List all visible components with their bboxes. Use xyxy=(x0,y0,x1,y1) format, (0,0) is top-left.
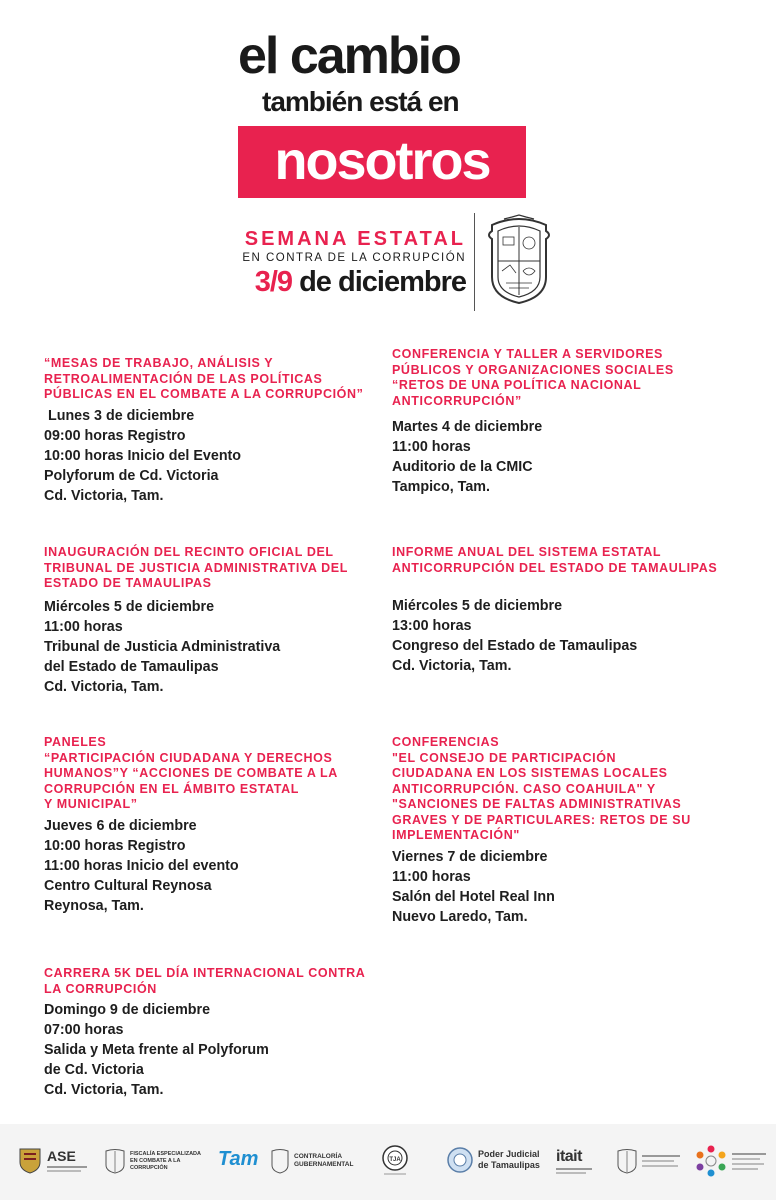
event-details xyxy=(44,816,338,916)
congreso-logo xyxy=(616,1148,680,1174)
event-detail-line: Miércoles 5 de diciembre xyxy=(392,598,563,614)
event-detail-line: Centro Cultural Reynosa xyxy=(44,877,212,894)
event-heading-line: Y MUNICIPAL” xyxy=(44,797,138,811)
shield-icon xyxy=(18,1146,42,1174)
tribunal-seal-icon xyxy=(380,1144,410,1176)
event-detail-line: Tribunal de Justicia Administrativa xyxy=(44,638,281,655)
event-detail-line: Auditorio de la CMIC xyxy=(392,459,533,475)
event-detail-line: 10:00 horas Registro xyxy=(44,837,186,854)
event-paneles xyxy=(44,735,338,916)
event-heading-line: PANELES xyxy=(44,735,107,749)
event-detail-line: Congreso del Estado de Tamaulipas xyxy=(392,638,638,654)
event-heading-line: ANTICORRUPCIÓN. CASO COAHUILA" Y xyxy=(392,781,656,796)
semana-title: SEMANA ESTATAL xyxy=(244,228,466,250)
semana-dates xyxy=(190,266,466,299)
event-detail-line: 13:00 horas xyxy=(392,618,472,634)
divider xyxy=(474,213,475,311)
event-inauguracion-recinto xyxy=(44,545,348,697)
event-detail-line: del Estado de Tamaulipas xyxy=(44,658,219,675)
event-heading-line: INAUGURACIÓN DEL RECINTO OFICIAL DEL xyxy=(44,545,334,559)
event-heading-line: "SANCIONES DE FALTAS ADMINISTRATIVAS xyxy=(392,797,682,811)
event-detail-line: 11:00 horas xyxy=(392,868,471,885)
event-heading-line: PÚBLICAS EN EL COMBATE A LA CORRUPCIÓN” xyxy=(44,387,364,401)
event-informe-anual xyxy=(392,545,717,676)
event-heading xyxy=(44,735,338,813)
judicial-seal-icon xyxy=(446,1146,474,1174)
headline-tambien-esta-en: también está en xyxy=(262,86,459,117)
ase-logo-text: ASE xyxy=(47,1148,76,1164)
tam-logo-text: Tam xyxy=(218,1148,259,1170)
event-detail-line: Lunes 3 de diciembre xyxy=(44,407,195,424)
headline-highlight-box xyxy=(238,126,526,198)
event-details xyxy=(392,847,691,927)
event-detail-line: Salón del Hotel Real Inn xyxy=(392,888,555,905)
event-heading-line: RETROALIMENTACIÓN DE LAS POLÍTICAS xyxy=(44,371,323,386)
tam-logo xyxy=(218,1148,258,1171)
event-heading-line: “MESAS DE TRABAJO, ANÁLISIS Y xyxy=(44,356,274,370)
event-detail-line: Domingo 9 de diciembre xyxy=(44,1002,211,1018)
event-heading-line: HUMANOS”Y “ACCIONES DE COMBATE A LA xyxy=(44,766,338,780)
itait-logo xyxy=(556,1148,592,1174)
tja-logo xyxy=(380,1144,410,1176)
event-detail-line: 11:00 horas xyxy=(44,618,123,635)
ase-logo xyxy=(18,1146,87,1174)
tamaulipas-seal-icon xyxy=(482,213,556,305)
event-detail-line: Jueves 6 de diciembre xyxy=(44,817,197,834)
event-heading-line: CORRUPCIÓN EN EL ÁMBITO ESTATAL xyxy=(44,781,299,796)
event-details xyxy=(44,1000,365,1100)
event-detail-line: Salida y Meta frente al Polyforum xyxy=(44,1042,269,1058)
event-conferencias xyxy=(392,735,691,927)
event-heading-line: CONFERENCIAS xyxy=(392,735,500,749)
event-heading-line: “PARTICIPACIÓN CIUDADANA Y DERECHOS xyxy=(44,750,333,765)
event-heading xyxy=(44,966,365,997)
poder-judicial-logo xyxy=(446,1146,544,1174)
event-heading xyxy=(392,545,717,576)
event-detail-line: 09:00 horas Registro xyxy=(44,427,186,444)
event-detail-line: Polyforum de Cd. Victoria xyxy=(44,467,219,484)
event-detail-line: 11:00 horas xyxy=(392,439,471,455)
event-detail-line: Reynosa, Tam. xyxy=(44,897,144,914)
event-heading-line: "EL CONSEJO DE PARTICIPACIÓN xyxy=(392,750,617,765)
event-detail-line: Viernes 7 de diciembre xyxy=(392,848,548,865)
event-heading-line: CONFERENCIA Y TALLER A SERVIDORES xyxy=(392,347,663,361)
event-detail-line: 10:00 horas Inicio del Evento xyxy=(44,447,242,464)
cpc-logo xyxy=(694,1144,766,1178)
event-detail-line: 11:00 horas Inicio del evento xyxy=(44,857,239,874)
event-heading-line: “RETOS DE UNA POLÍTICA NACIONAL xyxy=(392,378,642,392)
event-details xyxy=(44,406,363,506)
event-heading-line: ANTICORRUPCIÓN” xyxy=(392,393,522,408)
event-detail-line: Tampico, Tam. xyxy=(392,479,490,495)
event-detail-line: Cd. Victoria, Tam. xyxy=(44,487,164,504)
event-heading-line: GRAVES Y DE PARTICULARES: RETOS DE SU xyxy=(392,812,691,827)
event-detail-line: Nuevo Laredo, Tam. xyxy=(392,908,528,925)
fiscalia-logo-text: FISCALÍA ESPECIALIZADA EN COMBATE A LA CORRUPCIÓN xyxy=(130,1150,201,1171)
headline-nosotros: nosotros xyxy=(274,131,490,191)
seal-icon xyxy=(616,1148,638,1174)
event-heading xyxy=(44,545,348,592)
seal-icon xyxy=(104,1148,126,1174)
event-details xyxy=(392,417,674,497)
headline-el-cambio: el cambio xyxy=(238,27,460,85)
event-heading-line: IMPLEMENTACIÓN" xyxy=(392,828,520,842)
event-heading-line: CIUDADANA EN LOS SISTEMAS LOCALES xyxy=(392,766,668,780)
footer-logos-band xyxy=(0,1124,776,1200)
semana-subtitle: EN CONTRA DE LA CORRUPCIÓN xyxy=(242,252,466,264)
semana-dates-month: de diciembre xyxy=(292,266,466,298)
event-detail-line: de Cd. Victoria xyxy=(44,1062,144,1078)
event-detail-line: 07:00 horas xyxy=(44,1022,124,1038)
event-heading-line: ESTADO DE TAMAULIPAS xyxy=(44,576,212,590)
fiscalia-logo xyxy=(104,1148,204,1174)
event-detail-line: Cd. Victoria, Tam. xyxy=(44,1082,164,1098)
semana-dates-range: 3/9 xyxy=(254,266,293,298)
event-detail-line: Cd. Victoria, Tam. xyxy=(44,678,164,695)
event-heading-line: ANTICORRUPCIÓN DEL ESTADO DE TAMAULIPAS xyxy=(392,560,718,575)
event-detail-line: Miércoles 5 de diciembre xyxy=(44,598,215,615)
itait-logo-text: itait xyxy=(556,1148,582,1165)
event-detail-line: Cd. Victoria, Tam. xyxy=(392,658,512,674)
event-heading xyxy=(392,735,691,844)
event-details xyxy=(392,596,717,676)
event-detail-line: Martes 4 de diciembre xyxy=(392,419,543,435)
event-heading xyxy=(44,356,363,403)
event-mesas-de-trabajo xyxy=(44,356,363,506)
contraloria-logo xyxy=(270,1148,354,1174)
event-details xyxy=(44,597,348,697)
poder-judicial-logo-text: Poder Judicial de Tamaulipas xyxy=(478,1149,540,1170)
event-heading xyxy=(392,347,674,409)
contraloria-logo-text: CONTRALORÍA GUBERNAMENTAL xyxy=(294,1153,354,1168)
event-conferencia-y-taller xyxy=(392,347,674,497)
event-carrera-5k xyxy=(44,966,365,1100)
event-heading-line: TRIBUNAL DE JUSTICIA ADMINISTRATIVA DEL xyxy=(44,560,348,575)
event-heading-line: LA CORRUPCIÓN xyxy=(44,981,157,996)
seal-icon xyxy=(270,1148,290,1174)
people-circle-icon xyxy=(694,1144,728,1178)
tja-logo-text: TJA xyxy=(389,1157,401,1163)
event-heading-line: PÚBLICOS Y ORGANIZACIONES SOCIALES xyxy=(392,362,674,377)
event-heading-line: CARRERA 5K DEL DÍA INTERNACIONAL CONTRA xyxy=(44,966,366,980)
event-heading-line: INFORME ANUAL DEL SISTEMA ESTATAL xyxy=(392,545,662,559)
